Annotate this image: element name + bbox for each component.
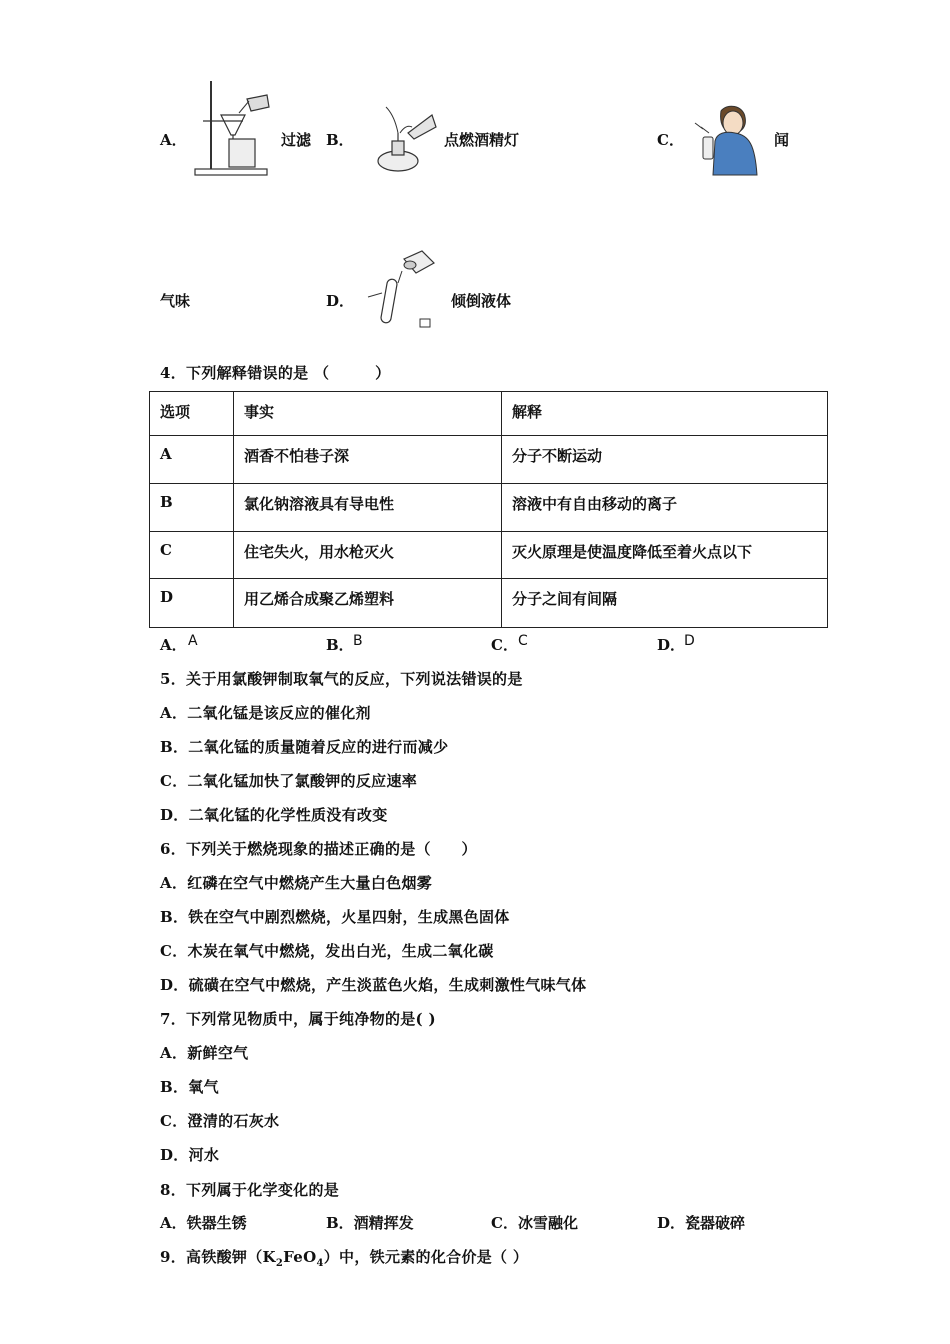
q7-option-b: B．氧气 bbox=[160, 1078, 219, 1096]
q4-choice-d-label: D． bbox=[657, 636, 686, 654]
table-cell: B bbox=[150, 484, 234, 532]
q7-option-a: A．新鲜空气 bbox=[160, 1044, 249, 1062]
q9-subscript-o: 4 bbox=[316, 1258, 324, 1269]
q4-choice-c-value: C bbox=[518, 633, 528, 649]
q4-choice-c-label: C． bbox=[491, 636, 518, 654]
smelling-gas-boy-image bbox=[687, 101, 763, 177]
q4-table bbox=[149, 391, 828, 628]
q9-text-prefix: 9．高铁酸钾（K bbox=[160, 1248, 276, 1266]
q6-question: 6．下列关于燃烧现象的描述正确的是（ ） bbox=[160, 840, 477, 858]
q3-option-c-label: C． bbox=[657, 131, 684, 149]
table-cell: 分子之间有间隔 bbox=[502, 579, 828, 628]
table-row bbox=[150, 579, 828, 628]
q3-option-b-text: 点燃酒精灯 bbox=[444, 131, 520, 149]
q9-text-mid: FeO bbox=[283, 1248, 317, 1266]
table-cell: 酒香不怕巷子深 bbox=[234, 436, 502, 484]
table-cell: 氯化钠溶液具有导电性 bbox=[234, 484, 502, 532]
q4-choice-b-value: B bbox=[353, 633, 363, 649]
q6-option-c: C．木炭在氧气中燃烧，发出白光，生成二氧化碳 bbox=[160, 942, 494, 960]
table-cell: C bbox=[150, 532, 234, 579]
table-header-row bbox=[150, 392, 828, 436]
table-row bbox=[150, 532, 828, 579]
alcohol-lamp-lighting-image bbox=[372, 103, 438, 175]
q8-question: 8．下列属于化学变化的是 bbox=[160, 1181, 340, 1199]
q8-option-a: A．铁器生锈 bbox=[160, 1214, 247, 1232]
q6-option-a: A．红磷在空气中燃烧产生大量白色烟雾 bbox=[160, 874, 433, 892]
q6-option-b: B．铁在空气中剧烈燃烧，火星四射，生成黑色固体 bbox=[160, 908, 510, 926]
q8-option-b: B．酒精挥发 bbox=[326, 1214, 414, 1232]
table-row bbox=[150, 484, 828, 532]
q4-question: 4．下列解释错误的是 （ ） bbox=[160, 364, 391, 382]
q9-subscript-k: 2 bbox=[275, 1258, 284, 1269]
table-cell: 灭火原理是使温度降低至着火点以下 bbox=[502, 532, 828, 579]
q7-option-c: C．澄清的石灰水 bbox=[160, 1112, 280, 1130]
q7-option-d: D．河水 bbox=[160, 1146, 220, 1164]
q3-option-d-text: 倾倒液体 bbox=[451, 292, 512, 310]
q8-option-c: C．冰雪融化 bbox=[491, 1214, 578, 1232]
table-cell: 住宅失火，用水枪灭火 bbox=[234, 532, 502, 579]
table-cell: D bbox=[150, 579, 234, 628]
table-header-cell: 选项 bbox=[150, 392, 234, 436]
q5-option-b: B．二氧化锰的质量随着反应的进行而减少 bbox=[160, 738, 449, 756]
pouring-liquid-image bbox=[364, 249, 440, 333]
q3-option-a-text: 过滤 bbox=[281, 131, 312, 149]
q4-choice-a-value: A bbox=[188, 633, 198, 649]
table-header-cell: 解释 bbox=[502, 392, 828, 436]
filtration-apparatus-image bbox=[193, 77, 273, 177]
q8-option-d: D．瓷器破碎 bbox=[657, 1214, 746, 1232]
q3-option-d-label: D． bbox=[326, 292, 355, 310]
q5-option-c: C．二氧化锰加快了氯酸钾的反应速率 bbox=[160, 772, 418, 790]
q5-option-d: D．二氧化锰的化学性质没有改变 bbox=[160, 806, 388, 824]
table-cell: 分子不断运动 bbox=[502, 436, 828, 484]
q4-choice-b-label: B． bbox=[326, 636, 354, 654]
q3-option-c-text-part2: 气味 bbox=[160, 292, 191, 310]
q5-option-a: A．二氧化锰是该反应的催化剂 bbox=[160, 704, 371, 722]
q3-option-b-label: B． bbox=[326, 131, 354, 149]
q4-choice-a-label: A． bbox=[160, 636, 187, 654]
q3-option-c-text-part1: 闻 bbox=[774, 131, 790, 149]
q4-choice-d-value: D bbox=[684, 633, 695, 649]
q9-text-suffix: ）中，铁元素的化合价是（ ） bbox=[323, 1248, 529, 1266]
q5-question: 5．关于用氯酸钾制取氧气的反应，下列说法错误的是 bbox=[160, 670, 523, 688]
q7-question: 7．下列常见物质中，属于纯净物的是( ) bbox=[160, 1010, 436, 1028]
table-row bbox=[150, 436, 828, 484]
table-cell: A bbox=[150, 436, 234, 484]
q6-option-d: D．硫磺在空气中燃烧，产生淡蓝色火焰，生成刺激性气味气体 bbox=[160, 976, 587, 994]
q3-option-a-label: A． bbox=[160, 131, 187, 149]
table-header-cell: 事实 bbox=[234, 392, 502, 436]
table-cell: 用乙烯合成聚乙烯塑料 bbox=[234, 579, 502, 628]
q9-question bbox=[160, 1246, 528, 1269]
table-cell: 溶液中有自由移动的离子 bbox=[502, 484, 828, 532]
